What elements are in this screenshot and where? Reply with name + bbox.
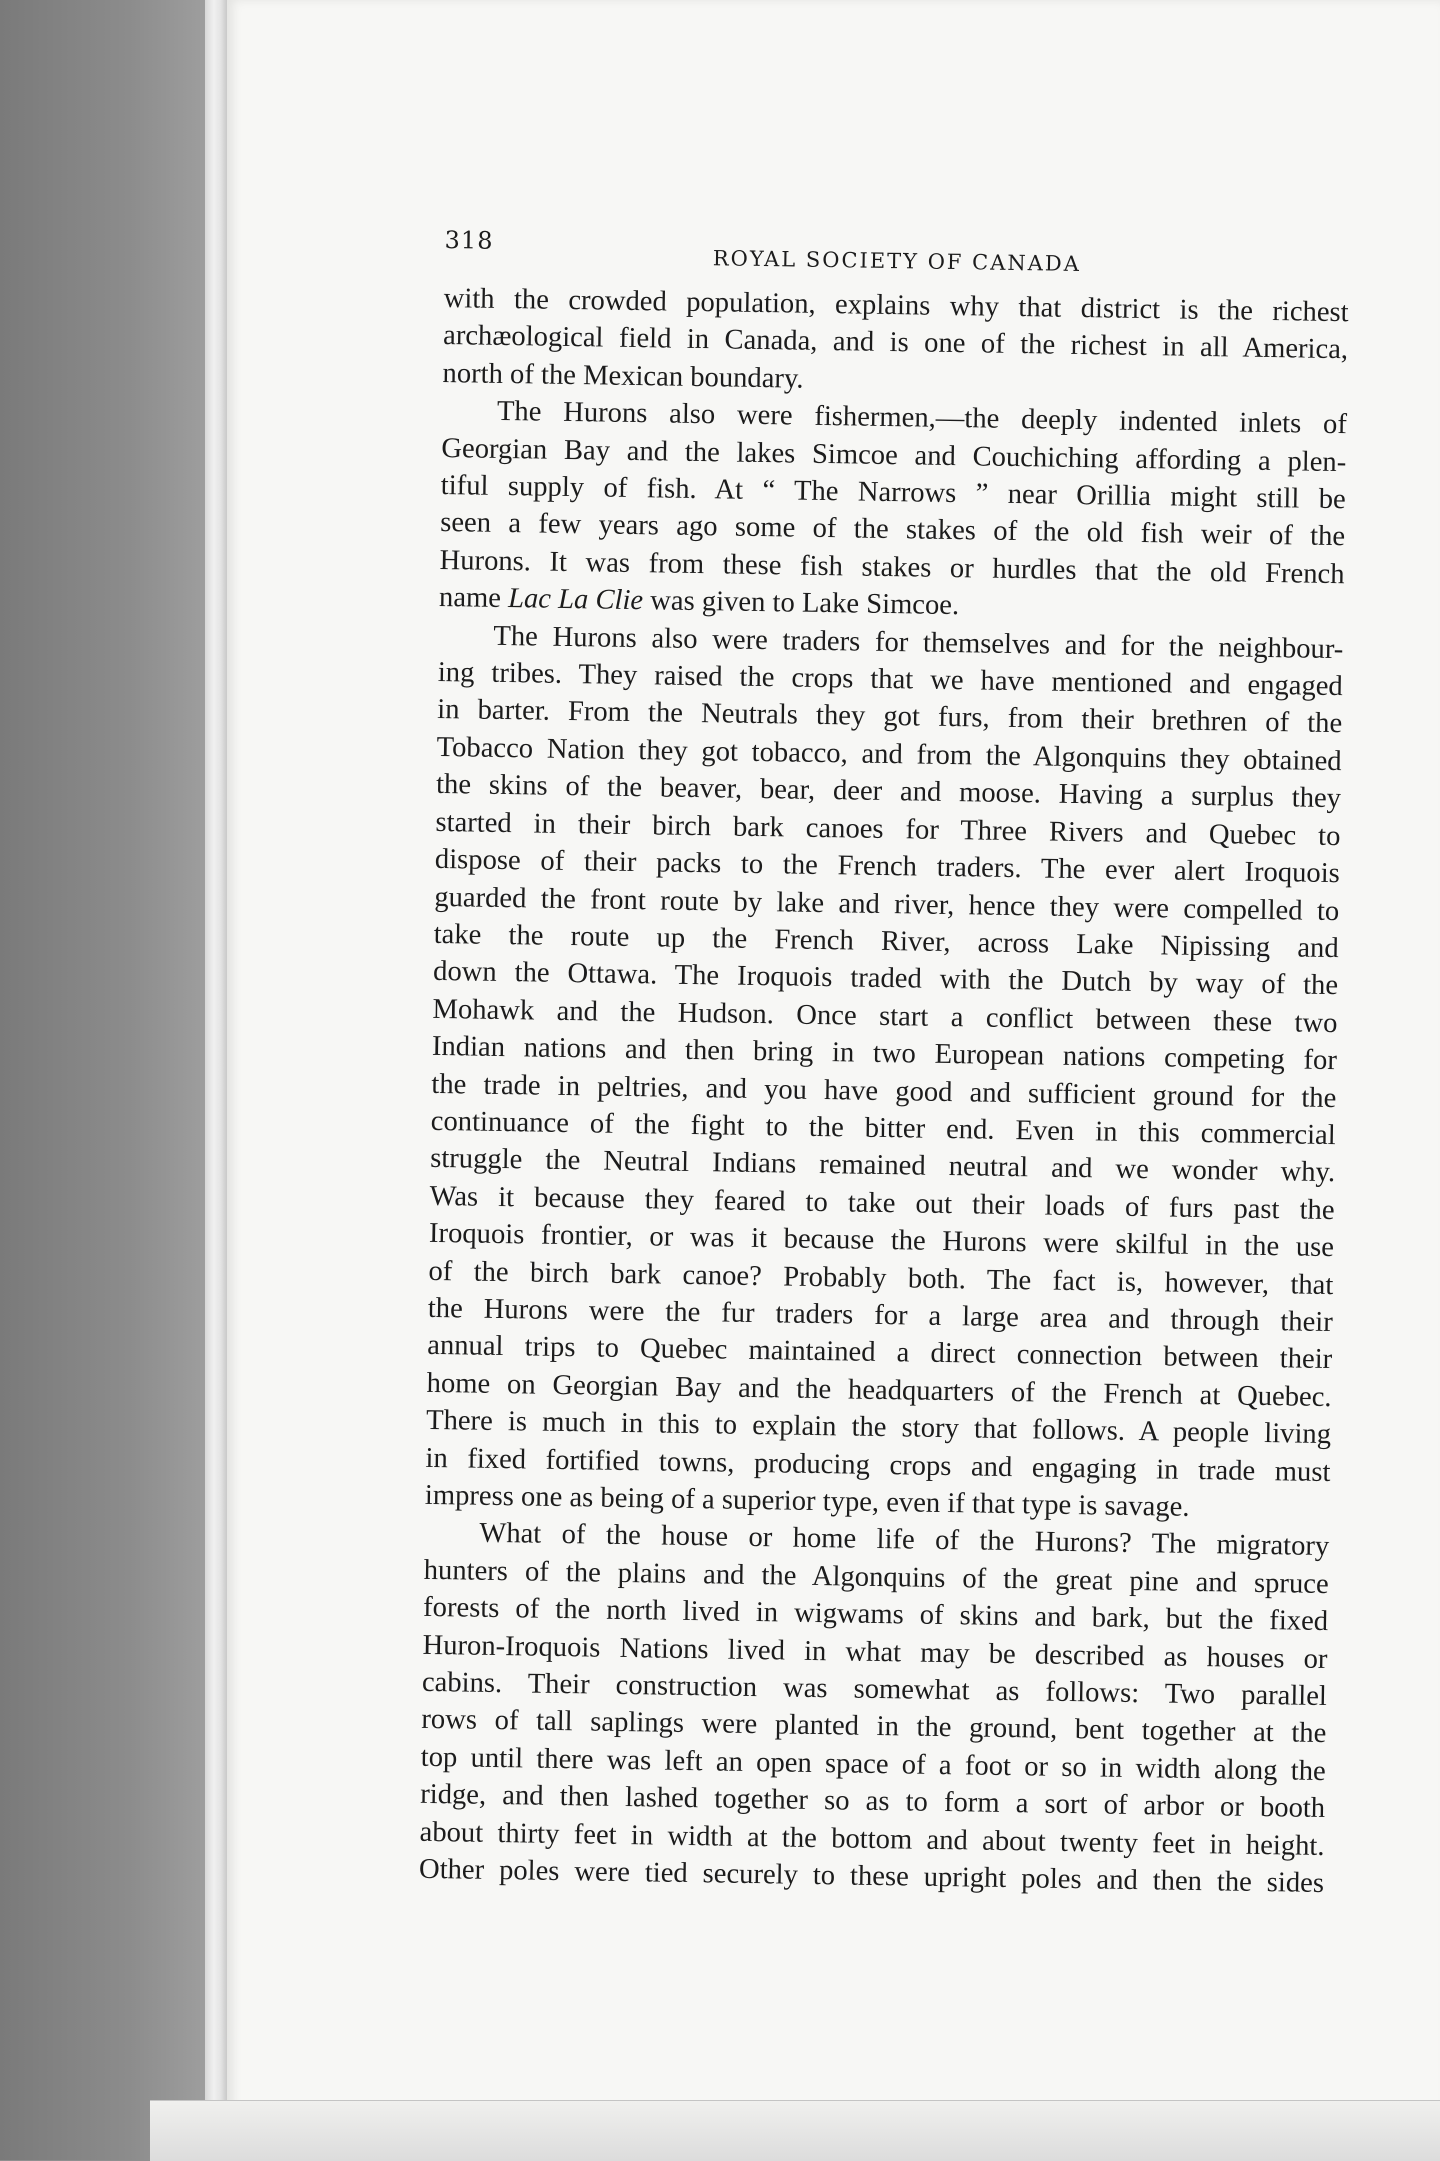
text-line: tiful supply of fish. At “ The Narrows ” near Orillia might still be (440, 470, 1346, 516)
page-number: 318 (444, 225, 494, 255)
page-edge (205, 0, 227, 2160)
text-line: north of the Mexican boundary. (442, 357, 804, 395)
text-line: Georgian Bay and the lakes Simcoe and Couchiching affording a plen- (441, 432, 1347, 478)
text-line: seen a few years ago some of the stakes of the old fish weir of the (439, 507, 1346, 553)
text-line: annual trips to Quebec maintained a direct connection between their (427, 1330, 1333, 1376)
text-line: continuance of the fight to the bitter end. Even in this commercial (430, 1105, 1336, 1152)
text-line: the Hurons were the fur traders for a large area and through their (427, 1292, 1334, 1339)
text-line: What of the house or home life of the Hurons? The migratory (479, 1518, 1330, 1563)
text-line: rows of tall saplings were planted in the ground, bent together at the (421, 1704, 1327, 1750)
text-line: the trade in peltries, and you have good and sufficient ground for the (431, 1068, 1337, 1114)
text-line: about thirty feet in width at the bottom and about twenty feet in height. (419, 1816, 1325, 1862)
text-line: struggle the Neutral Indians remained neutral and we wonder why. (429, 1143, 1336, 1189)
text-line: Hurons. It was from these fish stakes or hurdles that the old French (439, 544, 1345, 591)
text-run: was given to Lake Simcoe. (642, 585, 960, 622)
text-line: Other poles were tied securely to these upright poles and then the sides (418, 1853, 1325, 1900)
text-line: take the route up the French River, across Lake Nipissing and (433, 918, 1339, 965)
text-line: top until there was left an open space of a foot or so in width along the (420, 1741, 1326, 1787)
text-line: dispose of their packs to the French traders. The ever alert Iroquois (434, 844, 1341, 890)
text-line: impress one as being of a superior type, even if that type is savage. (424, 1479, 1190, 1523)
text-line: Iroquois frontier, or was it because the Hurons were skilful in the use (428, 1218, 1335, 1264)
paragraph-3 (425, 617, 1344, 1529)
text-run: name (438, 582, 509, 615)
text-line: of the birch bark canoe? Probably both. The fact is, however, that (428, 1255, 1334, 1301)
text-line: guarded the front route by lake and river, hence they were compelled to (434, 881, 1340, 927)
paragraph-2 (439, 392, 1347, 631)
text-block (419, 218, 1350, 1902)
text-line: cabins. Their construction was somewhat as follows: Two parallel (421, 1666, 1328, 1713)
paragraph-1 (442, 280, 1349, 406)
text-line: home on Georgian Bay and the headquarters of the French at Quebec. (426, 1367, 1332, 1413)
running-head-title: ROYAL SOCIETY OF CANADA (712, 246, 1082, 276)
text-line: Tobacco Nation they got tobacco, and from the Algonquins they obtained (436, 731, 1342, 778)
text-line: down the Ottawa. The Iroquois traded with the Dutch by way of the (432, 956, 1339, 1002)
text-line: There is much in this to explain the story that follows. A people living (425, 1405, 1332, 1451)
text-line: Huron-Iroquois Nations lived in what may be described as houses or (422, 1629, 1328, 1675)
text-line: The Hurons also were traders for themselves and for the neighbour- (493, 620, 1344, 665)
text-line: The Hurons also were fishermen,—the deeply indented inlets of (496, 396, 1348, 441)
text-line: Mohawk and the Hudson. Once start a conflict between these two (432, 993, 1338, 1039)
page-bottom-edge (150, 2100, 1440, 2161)
paragraph-4 (419, 1514, 1330, 1902)
text-line: forests of the north lived in wigwams of skins and bark, but the fixed (422, 1592, 1329, 1638)
text-line: archæological field in Canada, and is one of the richest in all America, (442, 320, 1349, 366)
text-line: with the crowded population, explains why that district is the richest (443, 282, 1349, 329)
text-line: hunters of the plains and the Algonquins of the great pine and spruce (423, 1554, 1329, 1600)
text-line: the skins of the beaver, bear, deer and moose. Having a surplus they (435, 769, 1342, 815)
text-line: in barter. From the Neutrals they got furs, from their brethren of the (437, 694, 1343, 740)
book-binding (0, 0, 215, 2160)
italic-place-name: Lac La Clie (507, 583, 644, 617)
text-line: in fixed fortified towns, producing crops and engaging in trade must (425, 1442, 1331, 1488)
text-line: Was it because they feared to take out their loads of furs past the (429, 1180, 1335, 1226)
text-line: ing tribes. They raised the crops that we have mentioned and engaged (437, 657, 1343, 703)
text-line: Indian nations and then bring in two European nations competing for (431, 1031, 1338, 1077)
text-line: ridge, and then lashed together so as to form a sort of arbor or booth (419, 1779, 1326, 1825)
text-line: started in their birch bark canoes for Three Rivers and Quebec to (435, 806, 1341, 852)
